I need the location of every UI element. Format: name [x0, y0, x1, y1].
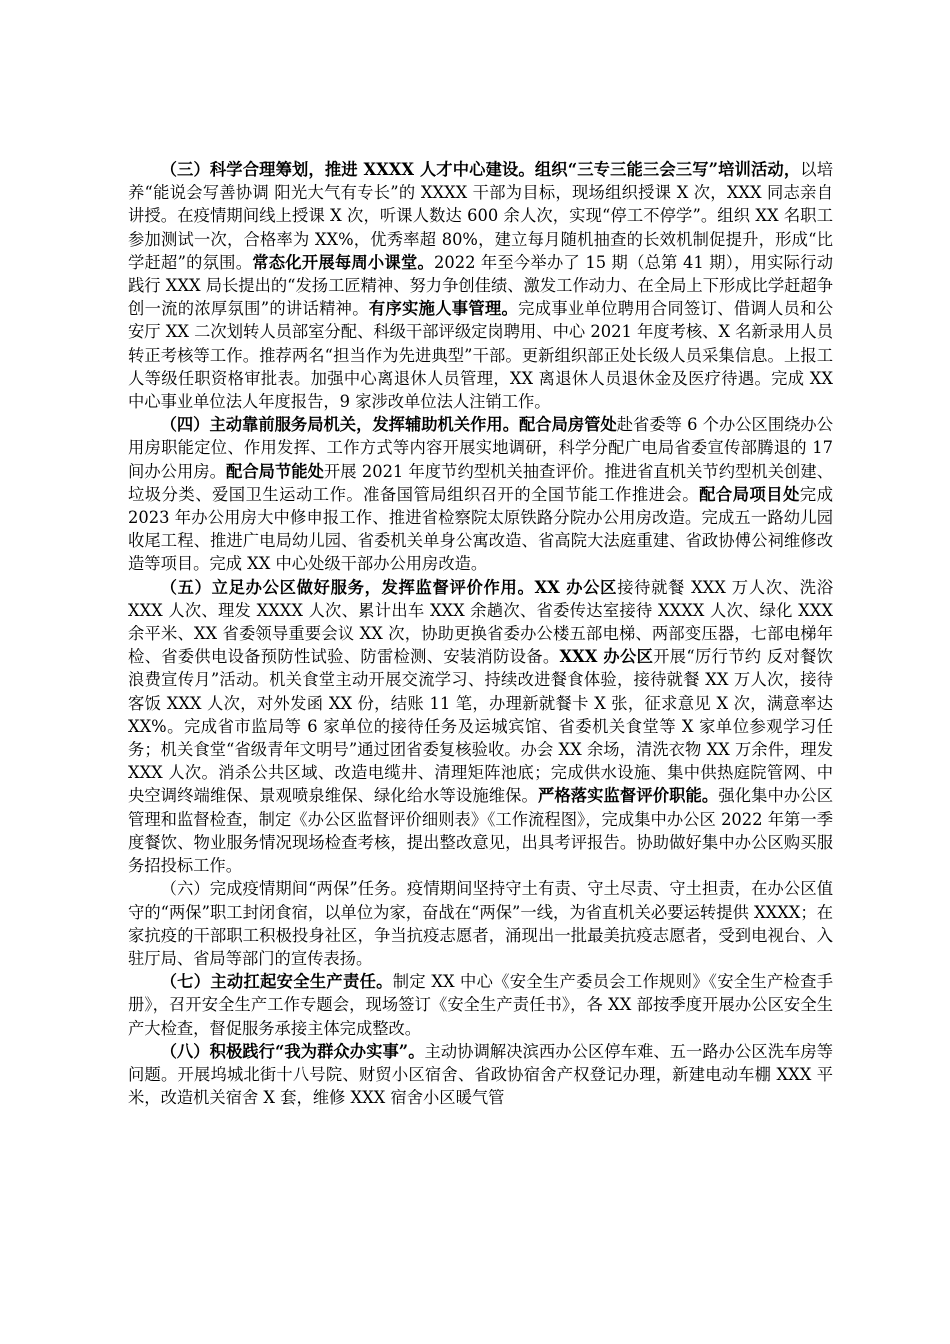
paragraph-text: 强化集中办公区管理和监督检查，制定《办公区监督评价细则表》《工作流程图》，完成集中办公区 2022 年第一季度餐饮、物业服务情况现场检查考核，提出整改意见，出具考评报告。协助做好集中办公区购买服务招投标工作。	[128, 786, 833, 876]
paragraph-text: 2022 年至今举办了 15 期（总第 41 期），用实际行动践行 XXX 局长提出的“发扬工匠精神、努力争创佳绩、激发工作动力、在全局上下形成比学赶超争创一流的浓厚氛围”的讲话精神。	[128, 252, 833, 319]
section-7-heading: （七）主动扛起安全生产责任。	[160, 972, 393, 992]
paragraph-text: 主动协调解决滨西办公区停车难、五一路办公区洗车房等问题。开展坞城北街十八号院、财贸小区宿舍、省政协宿舍产权登记办理，新建电动车棚 XXX 平米，改造机关宿舍 X 套，维修 XXX 宿舍小区暖气管	[128, 1041, 833, 1108]
paragraph-text: 赴省委等 6 个办公区围绕办公用房职能定位、作用发挥、工作方式等内容开展实地调研，科学分配广电局省委宣传部腾退的 17 间办公用房。	[128, 415, 833, 481]
subheading-office-area: XXX 办公区	[559, 647, 654, 667]
paragraph-7	[128, 970, 833, 1040]
paragraph-text: 开展“厉行节约 反对餐饮浪费宣传月”活动。机关食堂主动开展交流学习、持续改进餐食体验，接待就餐 XX 万人次，接待客饭 XXX 人次，对外发函 XX 份，结账 11 笔，办理新就餐卡 X 张，征求意见 X 次，满意率达 XX%。完成省市监局等 6 家单位的接待任务及运城宾馆、省委机关食堂等 X 家单位参观学习任务；机关食堂“省级青年文明号”通过团省委复核验收。办会 XX 余场，清洗衣物 XX 万余件，理发 XXX 人次。消杀公共区域、改造电缆井、清理矩阵池底；完成供水设施、集中供热庭院管网、中央空调终端维保、景观喷泉维保、绿化给水等设施维保。	[128, 647, 833, 806]
paragraph-text: （六）完成疫情期间“两保”任务。疫情期间坚持守土有责、守土尽责、守土担责，在办公区值守的“两保”职工封闭食宿，以单位为家，奋战在“两保”一线，为省直机关必要运转提供 XXXX；在家抗疫的干部职工积极投身社区，争当抗疫志愿者，涌现出一批最美抗疫志愿者，受到电视台、入驻厅局、省局等部门的宣传表扬。	[128, 879, 833, 968]
paragraph-6	[128, 877, 833, 970]
paragraph-3	[128, 158, 833, 413]
subheading-supervision: 严格落实监督评价职能。	[537, 786, 719, 806]
paragraph-text: 接待就餐 XXX 万人次、洗浴 XXX 人次、理发 XXXX 人次、累计出车 XXX 余趟次、省委传达室接待 XXXX 人次、绿化 XXX 余平米、XX 省委领导重要会议 XX 次，协助更换省委办公楼五部电梯、两部变压器，七部电梯年检、省委供电设备预防性试验、防雷检测、安装消防设备。	[128, 577, 834, 667]
paragraph-text: 开展 2021 年度节约型机关抽查评价。推进省直机关节约型机关创建、垃圾分类、爱国卫生运动工作。准备国管局组织召开的全国节能工作推进会。	[128, 461, 833, 504]
paragraph-4	[128, 413, 833, 575]
section-4-heading: （四）主动靠前服务局机关，发挥辅助机关作用。配合局房管处	[160, 415, 617, 435]
section-8-heading: （八）积极践行“我为群众办实事”。	[160, 1041, 425, 1061]
document-body	[128, 158, 833, 1109]
subheading-weekly-class: 常态化开展每周小课堂。	[252, 252, 434, 272]
paragraph-8	[128, 1040, 833, 1110]
section-5-heading: （五）立足办公区做好服务，发挥监督评价作用。XX 办公区	[160, 577, 618, 597]
subheading-project-office: 配合局项目处	[699, 484, 800, 504]
paragraph-5	[128, 576, 833, 878]
paragraph-text: 完成事业单位聘用合同签订、借调人员和公安厅 XX 二次划转人员部室分配、科级干部评级定岗聘用、中心 2021 年度考核、X 名新录用人员转正考核等工作。推荐两名“担当作为先进典型”干部。更新组织部正处长级人员采集信息。上报工人等级任职资格审批表。加强中心离退休人员管理，XX 离退休人员退休金及医疗待遇。完成 XX 中心事业单位法人年度报告，9 家涉改单位法人注销工作。	[128, 299, 833, 412]
subheading-energy-office: 配合局节能处	[225, 461, 324, 481]
paragraph-text: 以培养“能说会写善协调 阳光大气有专长”的 XXXX 干部为目标，现场组织授课 X 次，XXX 同志亲自讲授。在疫情期间线上授课 X 次，听课人数达 600 余人次，实现“停工不停学”。组织 XX 名职工参加测试一次，合格率为 XX%，优秀率超 80%，建立每月随机抽查的长效机制促提升，形成“比学赶超”的氛围。	[128, 160, 833, 272]
paragraph-text: 完成 2023 年办公用房大中修申报工作、推进省检察院太原铁路分院办公用房改造。完成五一路幼儿园收尾工程、推进广电局幼儿园、省委机关单身公寓改造、省高院大法庭重建、省政协傅公祠维修改造等项目。完成 XX 中心处级干部办公用房改造。	[128, 484, 833, 574]
subheading-personnel: 有序实施人事管理。	[368, 299, 519, 319]
paragraph-text: 制定 XX 中心《安全生产委员会工作规则》《安全生产检查手册》，召开安全生产工作专题会，现场签订《安全生产责任书》，各 XX 部按季度开展办公区安全生产大检查，督促服务承接主体完成整改。	[128, 972, 833, 1038]
section-3-heading: （三）科学合理筹划，推进 XXXX 人才中心建设。组织“三专三能三会三写”培训活动，	[160, 160, 801, 179]
